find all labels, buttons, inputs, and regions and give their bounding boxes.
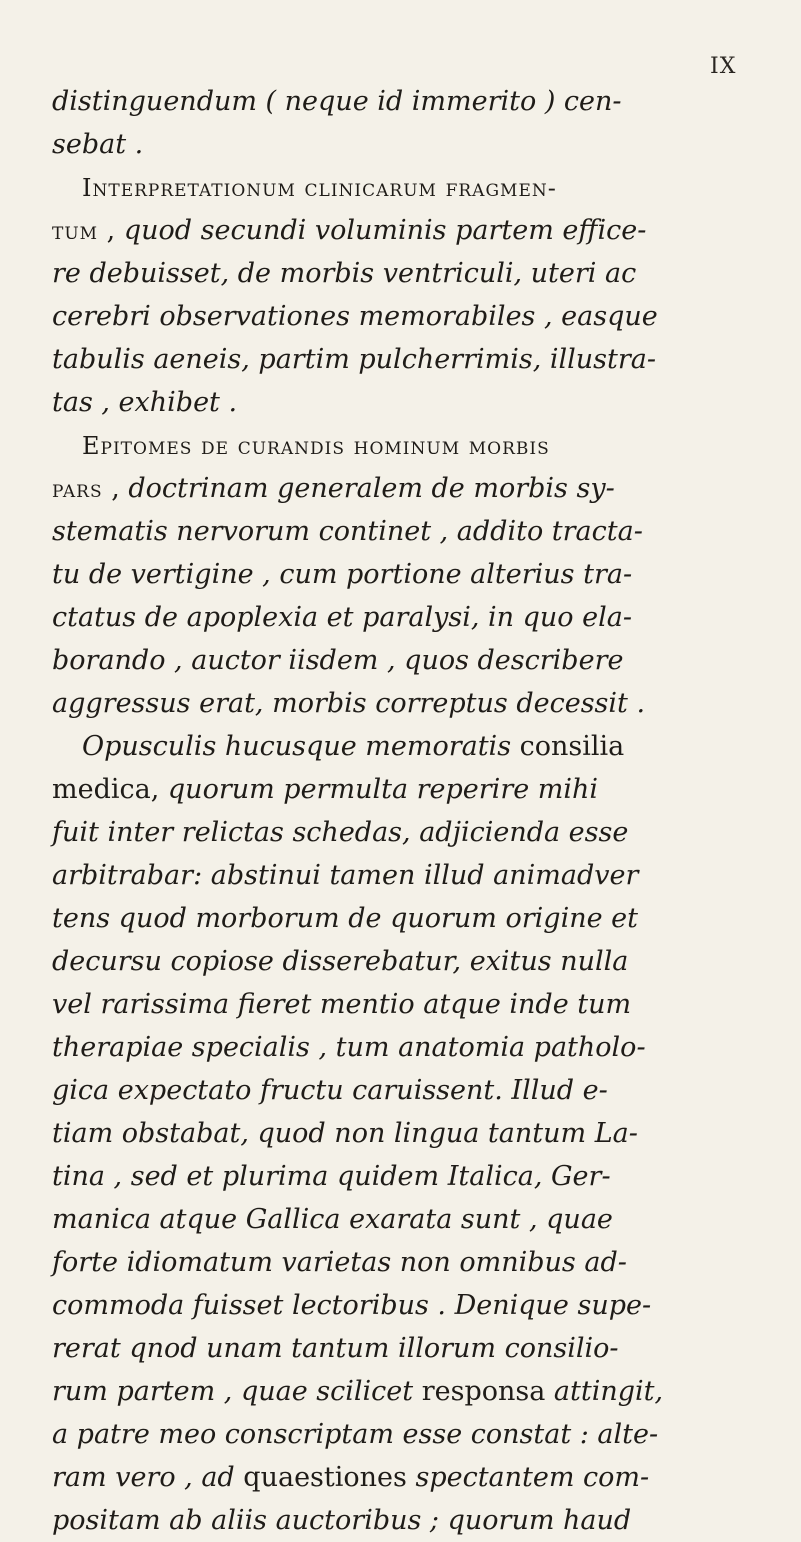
text-segment: spectantem com- [406,1462,650,1493]
text-segment: quod secundi voluminis partem effice- [123,215,647,246]
text-line [52,166,772,209]
text-segment: positam ab aliis auctoribus ; quorum haud [52,1505,632,1536]
text-segment: tens quod morborum de quorum origine et [52,903,638,934]
text-line [52,295,772,338]
text-line [52,252,772,295]
text-segment: vel rarissima fieret mentio atque inde tum [52,989,632,1020]
text-segment: , [98,215,124,246]
text-line [52,768,772,811]
text-segment: ctatus de apoplexia et paralysi, in quo ela- [52,602,632,633]
text-line [52,1026,772,1069]
text-line [52,338,772,381]
text-segment: medica, [52,774,168,805]
text-segment: quaestiones [243,1462,407,1493]
text-line [52,940,772,983]
text-segment: re debuisset, de morbis ventriculi, uteri ac [52,258,637,289]
text-segment: tiam obstabat, quod non lingua tantum La- [52,1118,638,1149]
text-segment: therapiae specialis , tum anatomia patholo- [52,1032,646,1063]
text-segment: aggressus erat, morbis correptus decessit . [52,688,646,719]
text-line [52,854,772,897]
text-line [52,897,772,940]
text-line [52,1327,772,1370]
text-segment: ram vero , ad [52,1462,244,1493]
text-segment: distinguendum ( neque id immerito ) cen- [52,86,622,117]
body-text [52,80,772,1542]
text-line [52,811,772,854]
text-line [52,381,772,424]
text-segment: pars [52,475,103,503]
text-segment: attingit, [545,1376,664,1407]
text-line [52,1370,772,1413]
text-segment: responsa [421,1376,546,1407]
text-line [52,1241,772,1284]
text-segment: gica expectato fructu caruissent. Illud e- [52,1075,608,1106]
text-segment: doctrinam generalem de morbis sy- [128,473,615,504]
text-segment: tabulis aeneis, partim pulcherrimis, illustra- [52,344,657,375]
text-segment: cerebri observationes memorabiles , easque [52,301,658,332]
text-segment: , [102,473,129,504]
text-segment: commoda fuisset lectoribus . Denique supe- [52,1290,652,1321]
text-segment: rerat qnod unam tantum illorum consilio- [52,1333,619,1364]
text-line [52,1284,772,1327]
text-line [52,467,772,510]
text-line [52,596,772,639]
text-segment: manica atque Gallica exarata sunt , quae [52,1204,613,1235]
text-segment: forte idiomatum varietas non omnibus ad- [52,1247,627,1278]
text-line [52,123,772,166]
text-segment: quorum permulta reperire mihi [167,774,599,805]
text-line [52,1456,772,1499]
page-number: IX [710,54,737,79]
text-segment: borando , auctor iisdem , quos describere [52,645,624,676]
text-line [52,682,772,725]
text-line [52,1069,772,1112]
text-segment: decursu copiose disserebatur, exitus nulla [52,946,629,977]
text-line [52,983,772,1026]
text-line [52,1112,772,1155]
text-segment: tina , sed et plurima quidem Italica, Ger- [52,1161,611,1192]
text-line [52,80,772,123]
text-segment: stematis nervorum continet , addito tracta- [52,516,643,547]
text-segment: arbitrabar: abstinui tamen illud animadver [52,860,639,891]
text-segment: rum partem , quae scilicet [52,1376,422,1407]
text-segment: tas , exhibet . [52,387,238,418]
text-segment: Opusculis hucusque memoratis [82,731,520,762]
text-line [52,510,772,553]
text-line [52,209,772,252]
text-line [52,1198,772,1241]
text-segment: fuit inter relictas schedas, adjicienda esse [52,817,629,848]
text-line [52,1155,772,1198]
text-line [52,639,772,682]
text-segment: tum [52,217,99,245]
text-segment: Interpretationum clinicarum fragmen- [82,174,557,202]
text-line [52,725,772,768]
text-segment: a patre meo conscriptam esse constat : alte- [52,1419,659,1450]
text-segment: consilia [519,731,625,762]
text-line [52,553,772,596]
text-line [52,1499,772,1542]
text-segment: tu de vertigine , cum portione alterius tra- [52,559,633,590]
text-segment: sebat . [52,129,144,160]
text-line [52,424,772,467]
text-line [52,1413,772,1456]
text-segment: Epitomes de curandis hominum morbis [82,432,550,460]
